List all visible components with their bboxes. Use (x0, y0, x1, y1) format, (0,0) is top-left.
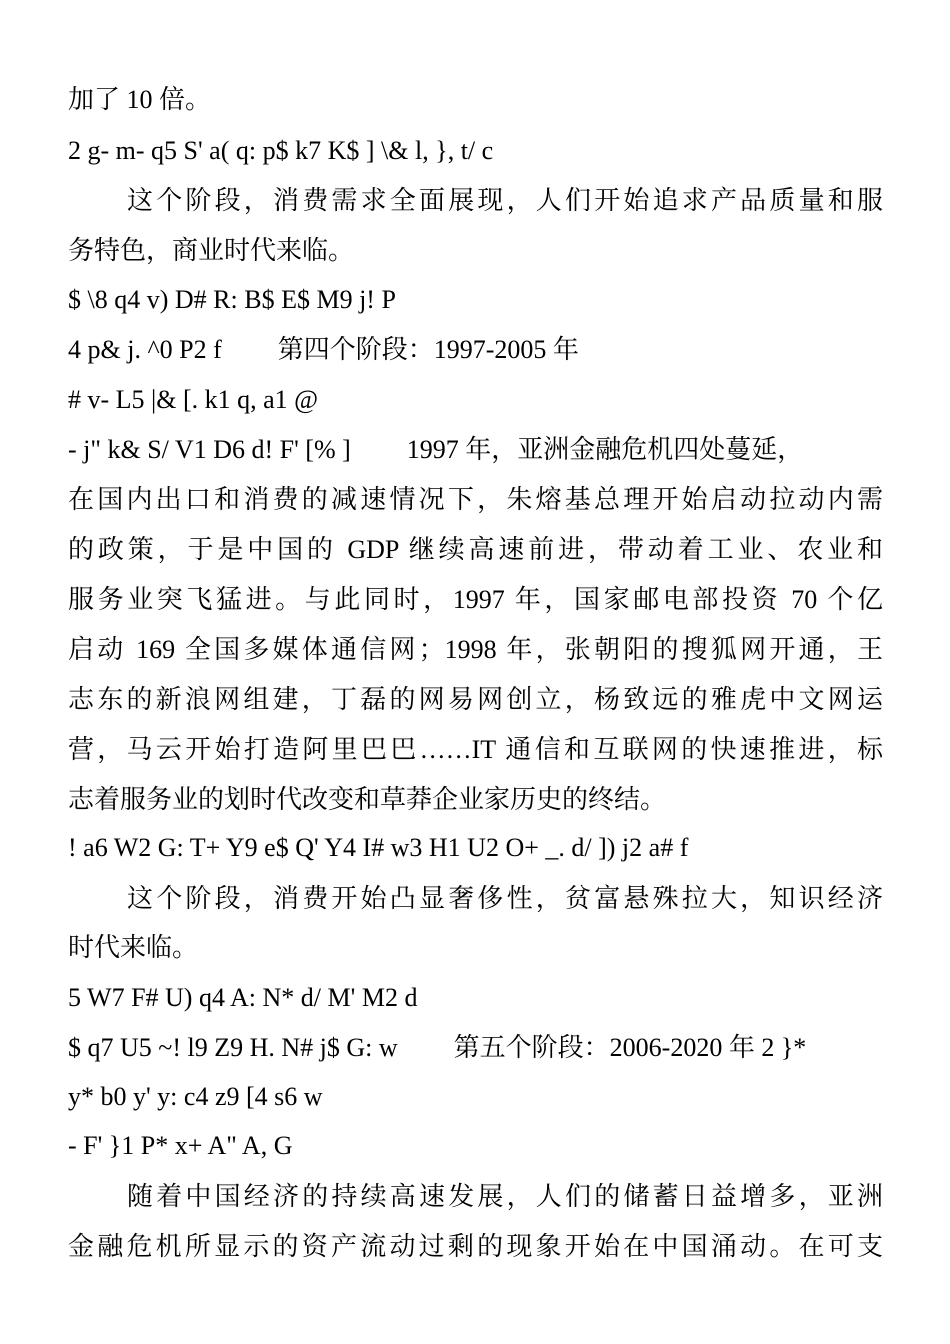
text-line (68, 335, 883, 365)
paragraph-line: 在国内出口和消费的减速情况下，朱熔基总理开始启动拉动内需 (68, 485, 883, 514)
noise-text: $ q7 U5 ~! l9 Z9 H. N# j$ G: w (68, 1033, 398, 1062)
text-line: $ \8 q4 v) D# R: B$ E$ M9 j! P (68, 285, 396, 314)
text-line: ! a6 W2 G: T+ Y9 e$ Q' Y4 I# w3 H1 U2 O+ _. d/ ]) j2 a# f (68, 833, 689, 862)
paragraph-line: 营，马云开始打造阿里巴巴……IT 通信和互联网的快速推进，标 (68, 735, 883, 764)
text-line (68, 435, 883, 465)
text-line: 加了 10 倍。 (68, 85, 212, 114)
text-line: 2 g- m- q5 S' a( q: p$ k7 K$ ] \& l, }, t/ c (68, 136, 494, 165)
paragraph-start: 1997 年，亚洲金融危机四处蔓延， (406, 435, 804, 464)
section-heading: 第五个阶段：2006-2020 年 2 }* (453, 1033, 807, 1062)
paragraph-line: 金融危机所显示的资产流动过剩的现象开始在中国涌动。在可支 (68, 1232, 883, 1261)
paragraph-line: 服务业突飞猛进。与此同时，1997 年，国家邮电部投资 70 个亿 (68, 585, 883, 614)
text-line (68, 1033, 883, 1063)
text-line: 5 W7 F# U) q4 A: N* d/ M' M2 d (68, 983, 418, 1012)
text-line: y* b0 y' y: c4 z9 [4 s6 w (68, 1082, 323, 1111)
paragraph-line: 随着中国经济的持续高速发展，人们的储蓄日益增多，亚洲 (127, 1182, 883, 1211)
paragraph-line: 时代来临。 (68, 933, 199, 962)
paragraph-line: 务特色，商业时代来临。 (68, 236, 355, 265)
section-heading: 第四个阶段：1997-2005 年 (277, 335, 579, 364)
paragraph-line: 志着服务业的划时代改变和草莽企业家历史的终结。 (68, 785, 667, 814)
paragraph-line: 启动 169 全国多媒体通信网；1998 年，张朝阳的搜狐网开通，王 (68, 635, 883, 664)
paragraph-line: 的政策，于是中国的 GDP 继续高速前进，带动着工业、农业和 (68, 535, 883, 564)
noise-text: 4 p& j. ^0 P2 f (68, 335, 222, 364)
paragraph-line: 这个阶段，消费需求全面展现，人们开始追求产品质量和服 (127, 186, 883, 215)
text-line: # v- L5 |& [. k1 q, a1 @ (68, 385, 319, 414)
paragraph-line: 志东的新浪网组建，丁磊的网易网创立，杨致远的雅虎中文网运 (68, 685, 883, 714)
text-line: - F' }1 P* x+ A" A, G (68, 1131, 293, 1160)
paragraph-line: 这个阶段，消费开始凸显奢侈性，贫富悬殊拉大，知识经济 (127, 884, 883, 913)
noise-text: - j" k& S/ V1 D6 d! F' [% ] (68, 435, 351, 464)
